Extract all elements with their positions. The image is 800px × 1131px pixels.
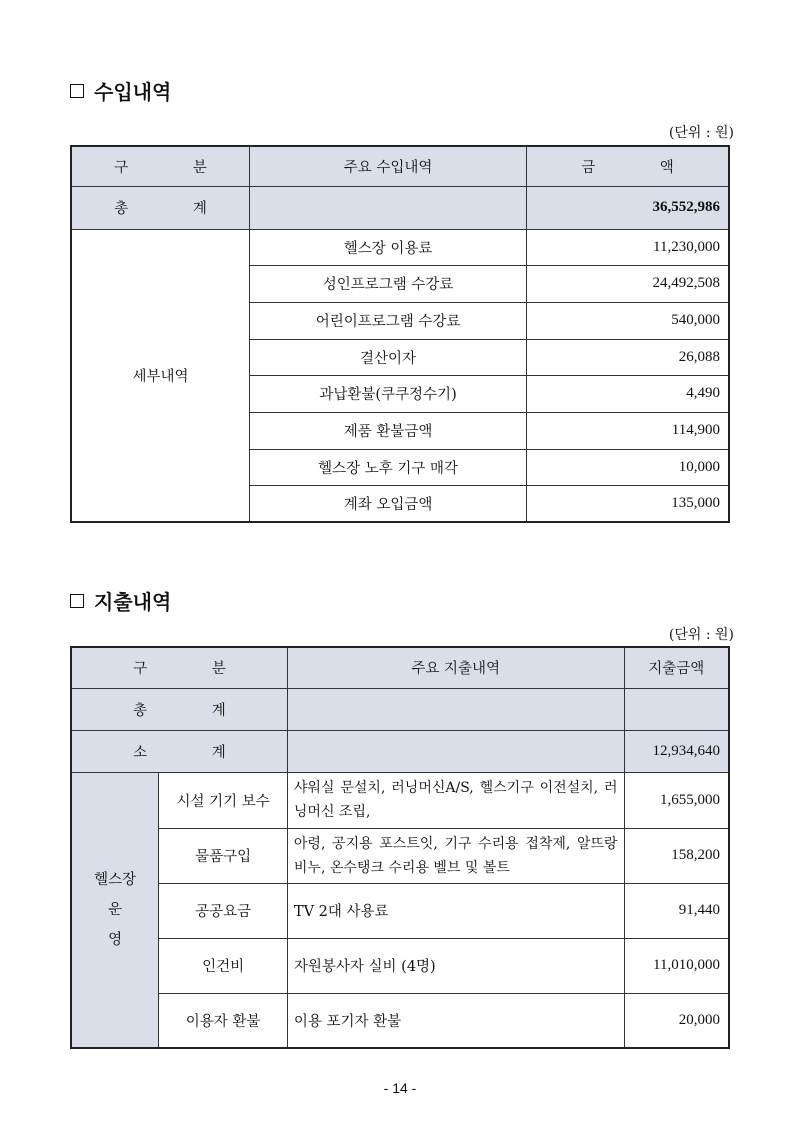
income-section-title: [70, 76, 171, 105]
expense-detail: 샤워실 문설치, 러닝머신A/S, 헬스기구 이전설치, 러닝머신 조립,: [287, 772, 624, 828]
income-item: 헬스장 이용료: [250, 229, 527, 265]
income-table: [70, 145, 730, 523]
expense-total-value: [624, 688, 729, 730]
expense-subtotal-value: 12,934,640: [624, 730, 729, 772]
income-item: 제품 환불금액: [250, 412, 527, 449]
income-item: 과납환불(쿠쿠정수기): [250, 375, 527, 412]
table-row: [71, 772, 729, 828]
income-header-row: [71, 146, 729, 186]
income-item: 어린이프로그램 수강료: [250, 302, 527, 339]
page-number: - 14 -: [383, 1080, 417, 1096]
expense-total-label: 총 계: [71, 688, 287, 730]
table-row: [71, 938, 729, 993]
expense-total-empty: [287, 688, 624, 730]
income-total-empty: [250, 186, 527, 229]
expense-header-row: [71, 647, 729, 688]
expense-header-category: 구 분: [71, 647, 287, 688]
expense-category: 인건비: [159, 938, 288, 993]
checkbox-square-icon: [70, 594, 84, 608]
income-item: 성인프로그램 수강료: [250, 265, 527, 302]
income-amount: 10,000: [527, 449, 730, 485]
income-amount: 26,088: [527, 339, 730, 375]
table-row: [71, 828, 729, 883]
checkbox-square-icon: [70, 84, 84, 98]
income-total-value: 36,552,986: [527, 186, 730, 229]
expense-amount: 158,200: [624, 828, 729, 883]
income-amount: 135,000: [527, 485, 730, 522]
expense-subtotal-label: 소 계: [71, 730, 287, 772]
income-amount: 540,000: [527, 302, 730, 339]
expense-subtotal-empty: [287, 730, 624, 772]
expense-detail: 자원봉사자 실비 (4명): [287, 938, 624, 993]
expense-amount: 1,655,000: [624, 772, 729, 828]
expense-total-row: [71, 688, 729, 730]
expense-unit-label: (단위 : 원): [668, 627, 734, 643]
expense-table: [70, 646, 730, 1049]
income-total-label: 총 계: [71, 186, 250, 229]
income-amount: 11,230,000: [527, 229, 730, 265]
income-item: 헬스장 노후 기구 매각: [250, 449, 527, 485]
income-item: 계좌 오입금액: [250, 485, 527, 522]
income-amount: 4,490: [527, 375, 730, 412]
income-total-row: [71, 186, 729, 229]
income-amount: 114,900: [527, 412, 730, 449]
income-header-amount: 금 액: [527, 146, 730, 186]
expense-detail: TV 2대 사용료: [287, 883, 624, 938]
table-row: [71, 229, 729, 265]
expense-subtotal-row: [71, 730, 729, 772]
income-title-text: 수입내역: [94, 80, 172, 104]
expense-detail: 이용 포기자 환불: [287, 993, 624, 1048]
expense-category: 이용자 환불: [159, 993, 288, 1048]
income-amount: 24,492,508: [527, 265, 730, 302]
income-item: 결산이자: [250, 339, 527, 375]
expense-group-label: 헬스장 운 영: [71, 772, 159, 1048]
table-row: [71, 993, 729, 1048]
expense-category: 시설 기기 보수: [159, 772, 288, 828]
expense-detail: 아령, 공지용 포스트잇, 기구 수리용 접착제, 알뜨랑 비누, 온수탱크 수리용 벨브 및 볼트: [287, 828, 624, 883]
income-group-label: 세부내역: [71, 229, 250, 522]
table-row: [71, 883, 729, 938]
income-header-category: 구 분: [71, 146, 250, 186]
income-unit-label: (단위 : 원): [668, 125, 734, 141]
expense-amount: 91,440: [624, 883, 729, 938]
income-header-item: 주요 수입내역: [250, 146, 527, 186]
expense-category: 물품구입: [159, 828, 288, 883]
expense-amount: 11,010,000: [624, 938, 729, 993]
expense-header-detail: 주요 지출내역: [287, 647, 624, 688]
expense-section-title: [70, 586, 171, 615]
expense-category: 공공요금: [159, 883, 288, 938]
expense-amount: 20,000: [624, 993, 729, 1048]
expense-header-amount: 지출금액: [624, 647, 729, 688]
expense-title-text: 지출내역: [94, 590, 172, 614]
